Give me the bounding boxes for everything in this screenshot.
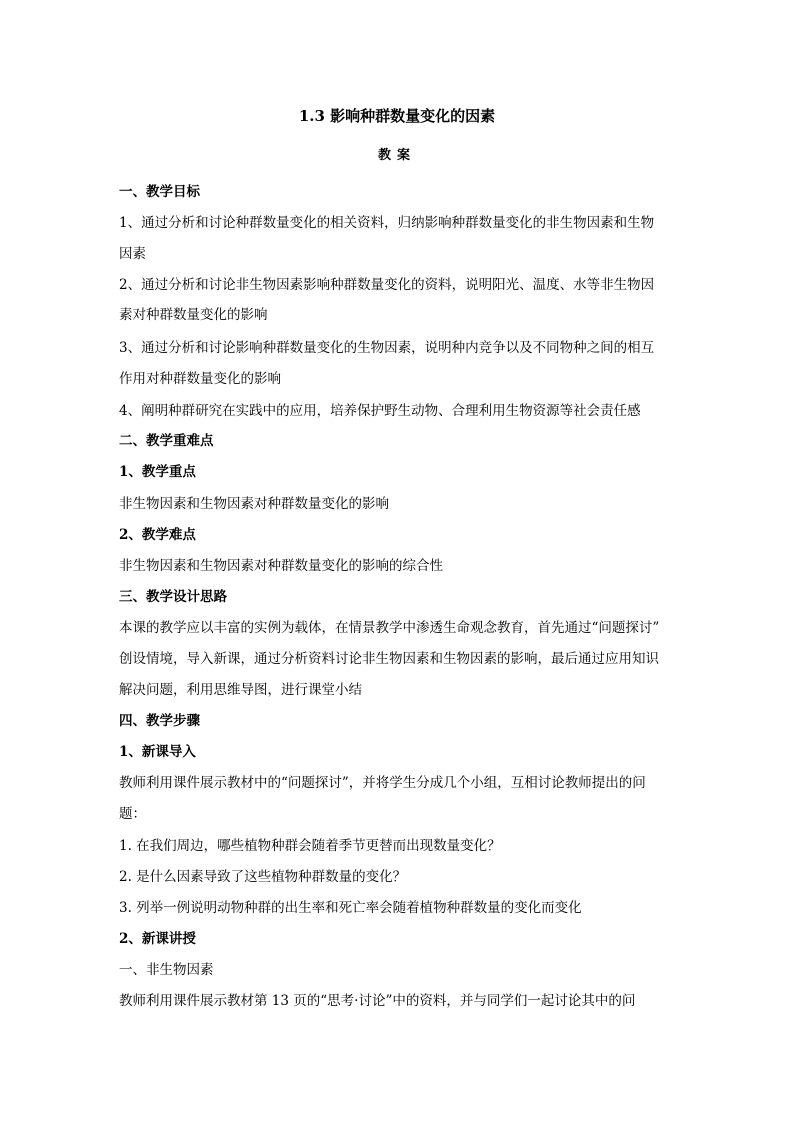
paragraph-line: 本课的教学应以丰富的实例为载体，在情景教学中渗透生命观念教育，首先通过“问题探讨” [119, 620, 660, 636]
paragraph-line: 4、阐明种群研究在实践中的应用，培养保护野生动物、合理利用生物资源等社会责任感 [119, 403, 641, 419]
list-item: 1. 在我们周边，哪些植物种群会随着季节更替而出现数量变化？ [119, 838, 501, 854]
paragraph-line: 3、通过分析和讨论影响种群数量变化的生物因素，说明种内竞争以及不同物种之间的相互 [119, 340, 655, 356]
paragraph-line: 解决问题，利用思维导图，进行课堂小结 [119, 682, 362, 698]
section-heading-key-points: 二、教学重难点 [119, 433, 214, 449]
section-heading-steps: 四、教学步骤 [119, 713, 200, 729]
paragraph-line: 因素 [119, 246, 146, 262]
document-subtitle: 教案 [377, 148, 416, 163]
subheading-key: 1、教学重点 [119, 464, 196, 480]
section-label-abiotic: 一、非生物因素 [119, 962, 214, 978]
subheading-lecture: 2、新课讲授 [119, 931, 196, 947]
paragraph-line: 非生物因素和生物因素对种群数量变化的影响的综合性 [119, 558, 443, 574]
paragraph-line: 非生物因素和生物因素对种群数量变化的影响 [119, 496, 389, 512]
paragraph-line: 教师利用课件展示教材第 13 页的“思考·讨论”中的资料，并与同学们一起讨论其中的问 [119, 993, 636, 1009]
section-heading-design: 三、教学设计思路 [119, 589, 227, 605]
paragraph-line: 2、通过分析和讨论非生物因素影响种群数量变化的资料，说明阳光、温度、水等非生物因 [119, 277, 655, 293]
list-item: 2. 是什么因素导致了这些植物种群数量的变化？ [119, 869, 407, 885]
paragraph-line: 题： [119, 806, 146, 822]
document-title: 1.3 影响种群数量变化的因素 [298, 107, 496, 125]
paragraph-line: 教师利用课件展示教材中的“问题探讨”，并将学生分成几个小组，互相讨论教师提出的问 [119, 775, 646, 791]
paragraph-line: 作用对种群数量变化的影响 [119, 371, 281, 387]
paragraph-line: 创设情境，导入新课，通过分析资料讨论非生物因素和生物因素的影响，最后通过应用知识 [119, 651, 659, 667]
subheading-intro: 1、新课导入 [119, 744, 196, 760]
subheading-difficulty: 2、教学难点 [119, 527, 196, 543]
section-heading-objectives: 一、教学目标 [119, 184, 200, 200]
paragraph-line: 1、通过分析和讨论种群数量变化的相关资料，归纳影响种群数量变化的非生物因素和生物 [119, 215, 655, 231]
paragraph-line: 素对种群数量变化的影响 [119, 307, 268, 323]
list-item: 3. 列举一例说明动物种群的出生率和死亡率会随着植物种群数量的变化而变化 [119, 900, 582, 916]
